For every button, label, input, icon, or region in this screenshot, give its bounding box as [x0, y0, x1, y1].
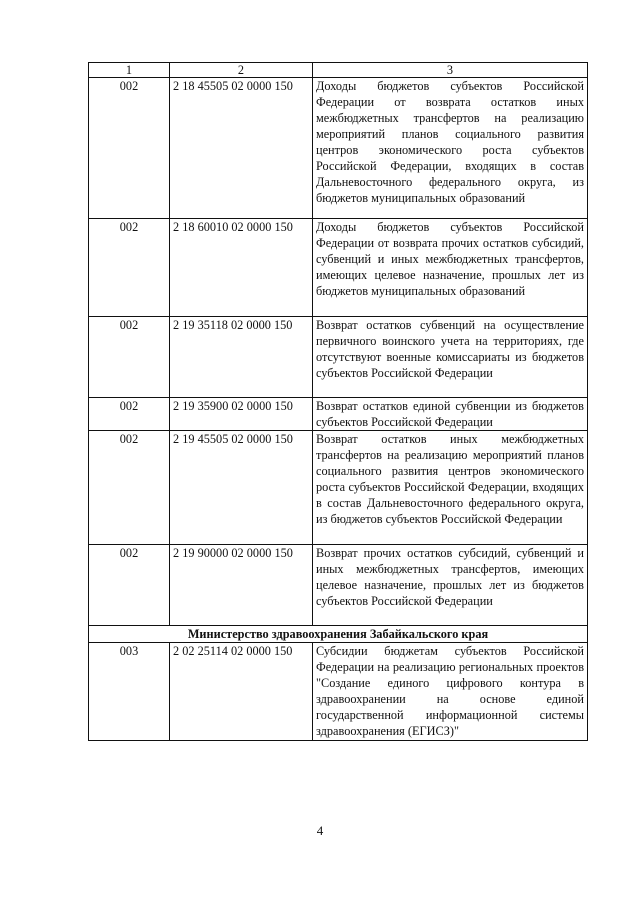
table-row — [89, 643, 588, 741]
table-row — [89, 78, 588, 219]
kbk-code: 2 18 45505 02 0000 150 — [170, 78, 313, 219]
kbk-code: 2 19 35900 02 0000 150 — [170, 398, 313, 431]
table-row — [89, 317, 588, 398]
admin-code: 002 — [89, 78, 170, 219]
admin-code: 002 — [89, 398, 170, 431]
kbk-code: 2 19 35118 02 0000 150 — [170, 317, 313, 398]
table-row — [89, 219, 588, 317]
section-header-row — [89, 626, 588, 643]
page-number: 4 — [316, 823, 324, 838]
admin-code: 002 — [89, 431, 170, 545]
description: Возврат прочих остатков субсидий, субвенций и иных межбюджетных трансфертов, имеющих целевое назначение, прошлых лет из бюджетов субъектов Российской Федерации — [313, 545, 588, 626]
admin-code: 002 — [89, 219, 170, 317]
description: Субсидии бюджетам субъектов Российской Федерации на реализацию региональных проектов "Создание единого цифрового контура в здравоохранении на основе единой государственной информационной системы здравоохранения (ЕГИСЗ)" — [313, 643, 588, 741]
table-header-row — [89, 63, 588, 78]
section-title: Министерство здравоохранения Забайкальского края — [89, 626, 588, 643]
table-row — [89, 431, 588, 545]
description: Возврат остатков субвенций на осуществление первичного воинского учета на территориях, где отсутствуют военные комиссариаты из бюджетов субъектов Российской Федерации — [313, 317, 588, 398]
table-row — [89, 545, 588, 626]
kbk-code: 2 19 90000 02 0000 150 — [170, 545, 313, 626]
admin-code: 002 — [89, 545, 170, 626]
kbk-code: 2 19 45505 02 0000 150 — [170, 431, 313, 545]
description: Возврат остатков единой субвенции из бюджетов субъектов Российской Федерации — [313, 398, 588, 431]
description: Возврат остатков иных межбюджетных трансфертов на реализацию мероприятий планов социального развития центров экономического роста субъектов Российской Федерации, входящих в состав Дальневосточного федерального округа, из бюджетов субъектов Российской Федерации — [313, 431, 588, 545]
table-row — [89, 398, 588, 431]
kbk-code: 2 02 25114 02 0000 150 — [170, 643, 313, 741]
description: Доходы бюджетов субъектов Российской Федерации от возврата прочих остатков субсидий, субвенций и иных межбюджетных трансфертов, имеющих целевое назначение, прошлых лет из бюджетов муниципальных образований — [313, 219, 588, 317]
column-header-1: 1 — [89, 63, 170, 78]
budget-codes-table — [88, 62, 588, 741]
admin-code: 002 — [89, 317, 170, 398]
column-header-3: 3 — [313, 63, 588, 78]
admin-code: 003 — [89, 643, 170, 741]
column-header-2: 2 — [170, 63, 313, 78]
description: Доходы бюджетов субъектов Российской Федерации от возврата остатков иных межбюджетных трансфертов на реализацию мероприятий планов социального развития центров экономического роста субъектов Российской Федерации, входящих в состав Дальневосточного федерального округа, из бюджетов муниципальных образований — [313, 78, 588, 219]
kbk-code: 2 18 60010 02 0000 150 — [170, 219, 313, 317]
